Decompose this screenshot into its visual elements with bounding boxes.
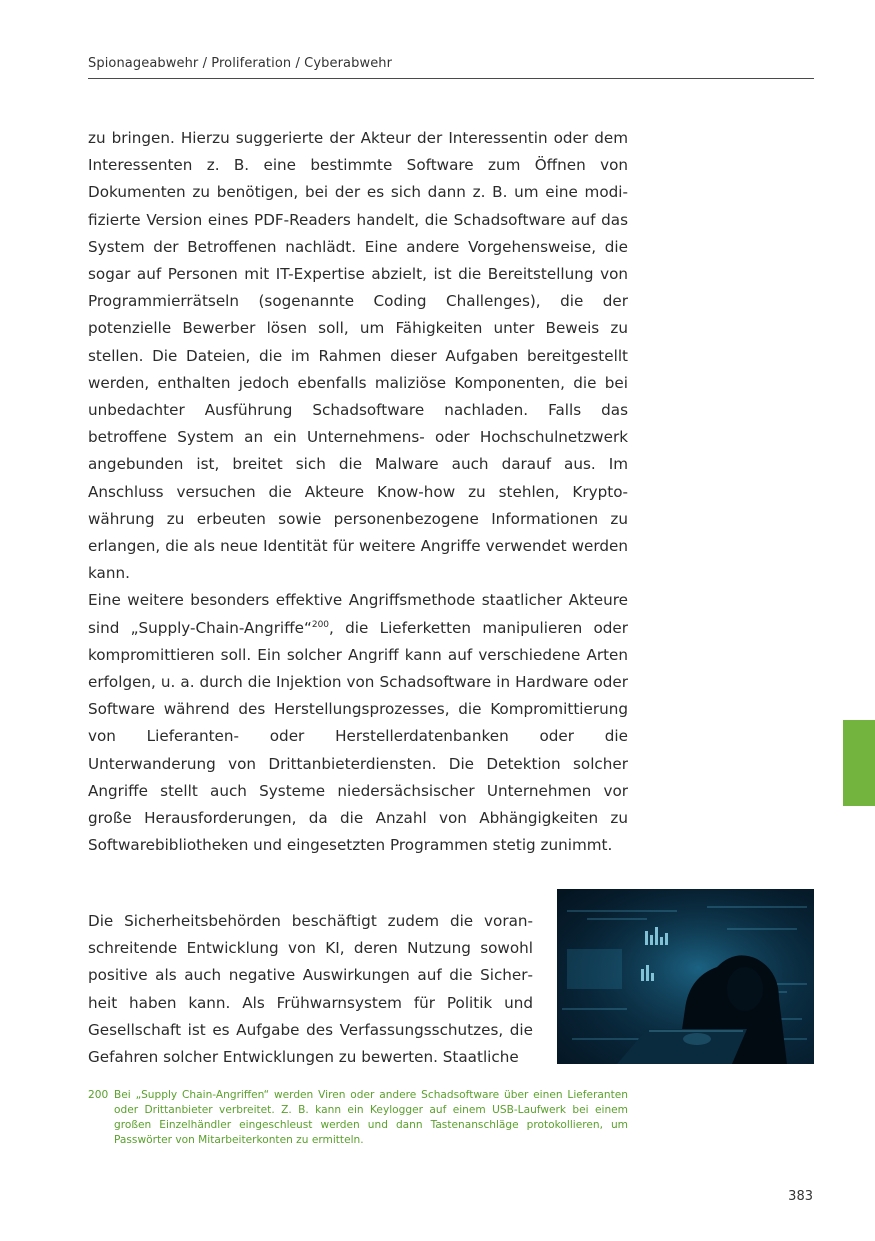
page-number: 383 xyxy=(788,1189,813,1204)
footnote-text: Bei „Supply Chain-Angriffen“ werden Viren oder andere Schadsoftware über einen Lieferanten oder Drittanbieter verbreitet. Z. B. kann ein Keylogger auf einem USB-Laufwerk bei einem großen Einzelhändler eingeschleust werden und dann Tastenanschläge protokollieren, um Passwörter von Mitarbeiterkonten zu ermitteln. xyxy=(114,1089,628,1146)
paragraph-2-start: Eine weitere besonders effektive Angriffsmethode staatlicher Akteure sind „Supply-Chain-Angriffe“ xyxy=(88,591,628,637)
footnote-number: 200 xyxy=(88,1089,109,1101)
footnote-reference[interactable]: 200 xyxy=(311,619,330,630)
body-text xyxy=(88,125,628,859)
paragraph-2-rest: , die Lieferketten manipulieren oder kompromittieren soll. Ein solcher Angriff kann auf verschiedene Arten erfolgen, u. a. durch die Injektion von Schadsoftware in Hardware oder Software während des Herstellungsprozesses, die Kompromittierung von Lieferanten- oder Herstellerdatenbanken oder die Unterwanderung von Drittanbieterdiensten. Die Detektion solcher Angriffe stellt auch Systeme niedersächsischer Unternehmen vor große Herausforderungen, da die Anzahl von Abhängigkeiten zu Softwarebibliotheken und eingesetzten Programmen stetig zunimmt. xyxy=(88,618,628,855)
footnote xyxy=(88,1088,628,1148)
running-header: Spionageabwehr / Proliferation / Cyberabwehr xyxy=(88,56,814,79)
hacker-photo xyxy=(557,889,814,1064)
paragraph-1: zu bringen. Hierzu suggerierte der Akteur der Interessentin oder dem Interessenten z. B. eine bestimmte Software zum Öffnen von Dokumenten zu benötigen, bei der es sich dann z. B. um eine modifizierte Version eines PDF-Readers handelt, die Schadsoftware auf das System der Betroffenen nachlädt. Eine andere Vorgehensweise, die sogar auf Personen mit IT-Expertise abzielt, ist die Bereitstellung von Programmierrätseln (sogenannte Coding Challenges), die der potenzielle Bewerber lösen soll, um Fähigkeiten unter Beweis zu stellen. Die Dateien, die im Rahmen dieser Aufgaben bereitgestellt werden, enthalten jedoch ebenfalls maliziöse Komponenten, die bei unbedachter Ausführung Schadsoftware nachladen. Falls das betroffene System an ein Unternehmens- oder Hochschulnetzwerk angebunden ist, breitet sich die Malware auch darauf aus. Im Anschluss versuchen die Akteure Know-how zu stehlen, Kryptowährung zu erbeuten sowie personenbezogene Informationen zu erlangen, die als neue Identität für weitere Angriffe verwendet werden kann. xyxy=(88,129,628,583)
paragraph-2 xyxy=(88,587,628,859)
paragraph-3: Die Sicherheitsbehörden beschäftigt zudem die voranschreitende Entwicklung von KI, deren Nutzung sowohl positive als auch negative Auswirkungen auf die Sicherheit haben kann. Als Frühwarnsystem für Politik und Gesellschaft ist es Aufgabe des Verfassungsschutzes, die Gefahren solcher Entwicklungen zu bewerten. Staatliche xyxy=(88,912,533,1067)
chapter-tab-marker xyxy=(843,720,875,806)
hacker-illustration xyxy=(557,889,814,1064)
